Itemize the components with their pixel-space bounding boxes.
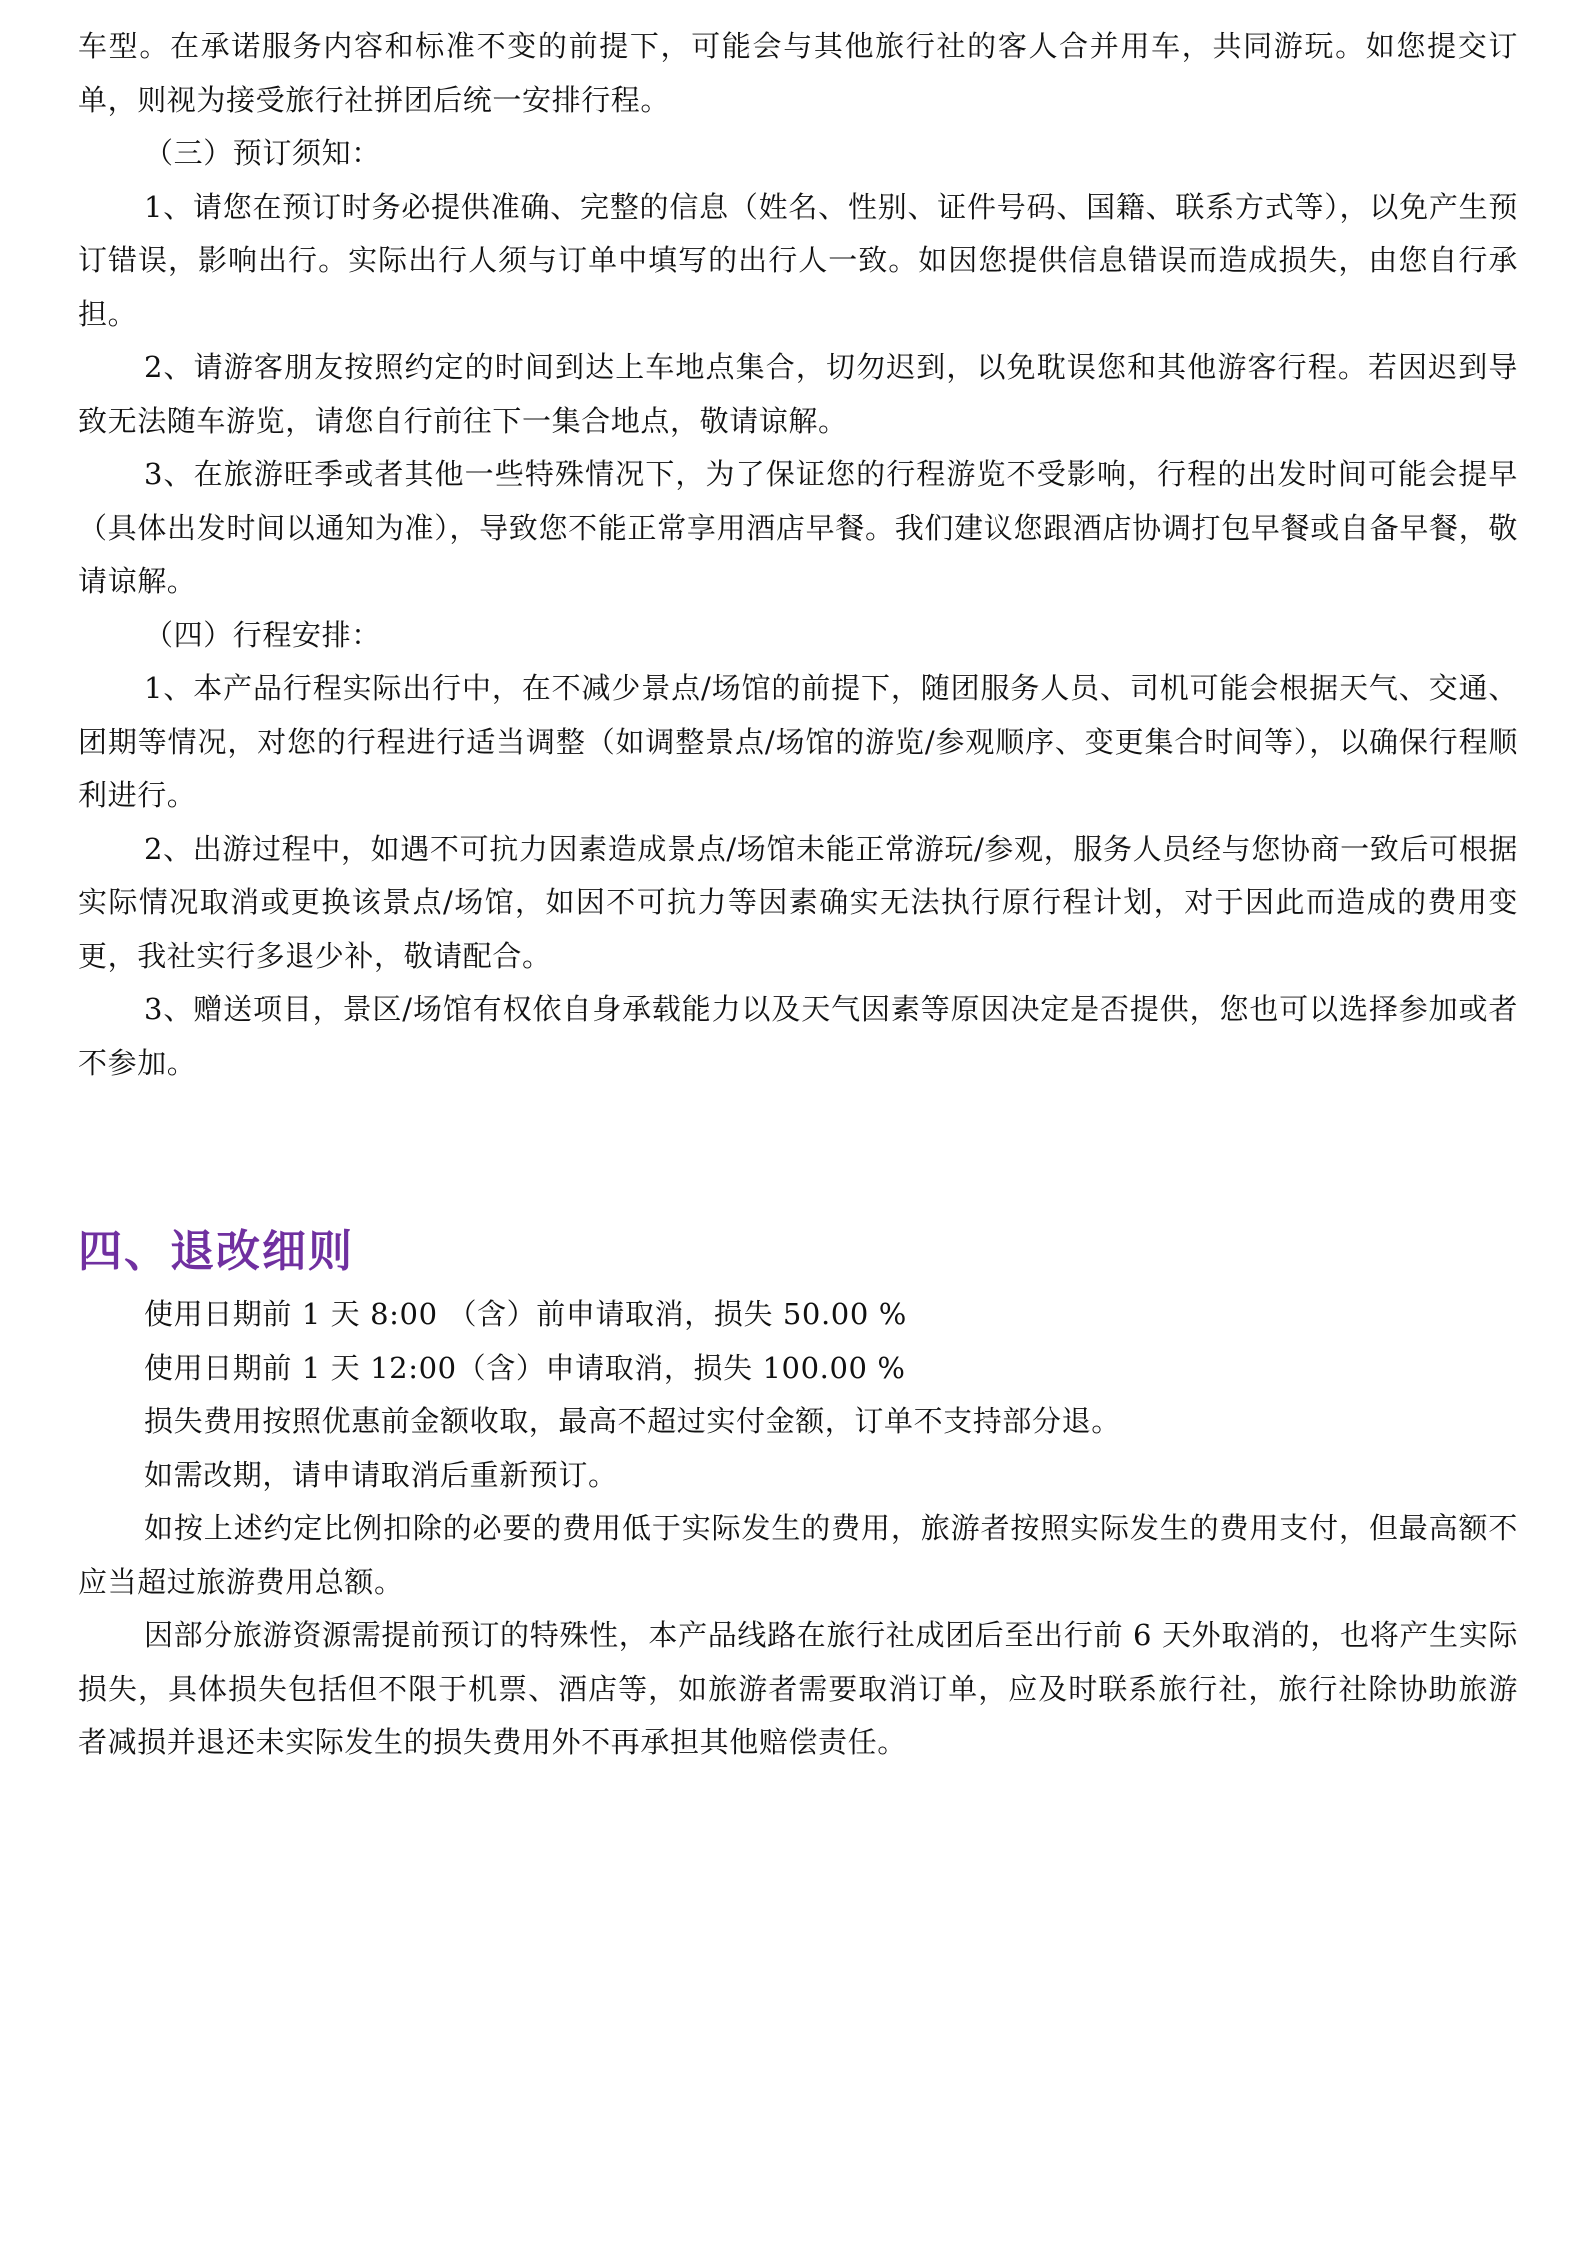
booking-note-1: 1、请您在预订时务必提供准确、完整的信息（姓名、性别、证件号码、国籍、联系方式等），以免产生预订错误，影响出行。实际出行人须与订单中填写的出行人一致。如因您提供信息错误而造成损失，由您自行承担。	[78, 189, 1518, 331]
booking-note-3: 3、在旅游旺季或者其他一些特殊情况下，为了保证您的行程游览不受影响，行程的出发时间可能会提早（具体出发时间以通知为准），导致您不能正常享用酒店早餐。我们建议您跟酒店协调打包早餐或自备早餐，敬请谅解。	[78, 457, 1518, 598]
refund-rule-5: 如按上述约定比例扣除的必要的费用低于实际发生的费用，旅游者按照实际发生的费用支付，但最高额不应当超过旅游费用总额。	[78, 1511, 1518, 1599]
refund-rule-2: 使用日期前 1 天 12:00（含）申请取消，损失 100.00 %	[144, 1350, 906, 1385]
refund-rule-3: 损失费用按照优惠前金额收取，最高不超过实付金额，订单不支持部分退。	[144, 1404, 1121, 1438]
refund-rule-6: 因部分旅游资源需提前预订的特殊性，本产品线路在旅行社成团后至出行前 6 天外取消的，也将产生实际损失，具体损失包括但不限于机票、酒店等，如旅游者需要取消订单，应及时联系旅行社，旅行社除协助旅游者减损并退还未实际发生的损失费用外不再承担其他赔偿责任。	[78, 1618, 1518, 1759]
booking-note-2: 2、请游客朋友按照约定的时间到达上车地点集合，切勿迟到，以免耽误您和其他游客行程。若因迟到导致无法随车游览，请您自行前往下一集合地点，敬请谅解。	[78, 350, 1518, 438]
itinerary-heading: （四）行程安排：	[144, 617, 381, 652]
refund-rule-1: 使用日期前 1 天 8:00 （含）前申请取消，损失 50.00 %	[144, 1297, 907, 1331]
refund-section-title: 四、退改细则	[78, 1226, 354, 1277]
intro-paragraph: 车型。在承诺服务内容和标准不变的前提下，可能会与其他旅行社的客人合并用车，共同游玩。如您提交订单，则视为接受旅行社拼团后统一安排行程。	[78, 29, 1518, 117]
section-spacer	[78, 1090, 1518, 1222]
itinerary-item-3: 3、赠送项目，景区/场馆有权依自身承载能力以及天气因素等原因决定是否提供，您也可以选择参加或者不参加。	[78, 992, 1518, 1080]
document-page	[78, 20, 1518, 1770]
itinerary-item-2: 2、出游过程中，如遇不可抗力因素造成景点/场馆未能正常游玩/参观，服务人员经与您协商一致后可根据实际情况取消或更换该景点/场馆，如因不可抗力等因素确实无法执行原行程计划，对于因此而造成的费用变更，我社实行多退少补，敬请配合。	[78, 831, 1518, 973]
itinerary-item-1: 1、本产品行程实际出行中，在不减少景点/场馆的前提下，随团服务人员、司机可能会根据天气、交通、团期等情况，对您的行程进行适当调整（如调整景点/场馆的游览/参观顺序、变更集合时间等），以确保行程顺利进行。	[78, 671, 1518, 812]
booking-notes-heading: （三）预订须知：	[144, 136, 381, 170]
refund-rule-4: 如需改期，请申请取消后重新预订。	[144, 1457, 618, 1492]
